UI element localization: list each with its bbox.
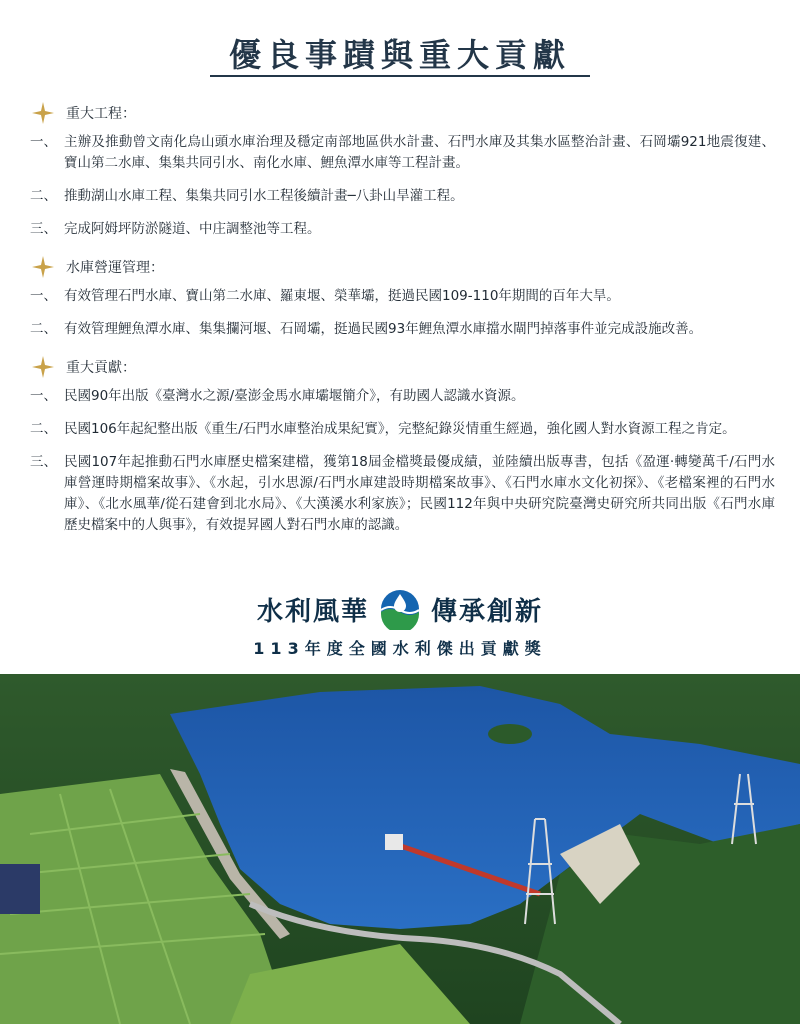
section-heading [30, 98, 775, 128]
brand-slogan [0, 588, 800, 630]
section-heading-label: 重大貢獻： [66, 360, 136, 376]
list-item [30, 319, 775, 340]
item-text: 民國106年起紀整出版《重生/石門水庫整治成果紀實》，完整紀錄災情重生經過，強化國人對水資源工程之肯定。 [64, 421, 736, 437]
section-heading [30, 352, 775, 382]
item-text: 推動湖山水庫工程、集集共同引水工程後續計畫─八卦山旱灌工程。 [64, 188, 464, 204]
list-item [30, 132, 775, 174]
list-item [30, 286, 775, 307]
reservoir-aerial-photo [0, 674, 800, 1024]
star-icon [32, 256, 54, 278]
slogan-left: 水利風華 [256, 596, 369, 627]
list-item [30, 452, 775, 536]
item-number: 一、 [30, 288, 57, 304]
item-number: 三、 [30, 221, 57, 237]
list-item [30, 419, 775, 440]
item-text: 有效管理石門水庫、寶山第二水庫、羅東堰、榮華壩，挺過民國109-110年期間的百年大旱。 [64, 288, 620, 304]
item-number: 三、 [30, 454, 57, 470]
list-item [30, 386, 775, 407]
item-number: 二、 [30, 321, 57, 337]
item-text: 主辦及推動曾文南化烏山頭水庫治理及穩定南部地區供水計畫、石門水庫及其集水區整治計畫、石岡壩921地震復建、寶山第二水庫、集集共同引水、南化水庫、鯉魚潭水庫等工程計畫。 [64, 134, 775, 171]
item-text: 有效管理鯉魚潭水庫、集集攔河堰、石岡壩，挺過民國93年鯉魚潭水庫擋水閘門掉落事件並完成設施改善。 [64, 321, 703, 337]
award-title: 113年度全國水利傑出貢獻獎 [253, 639, 547, 658]
water-drop-globe-icon [379, 588, 421, 630]
item-text: 完成阿姆坪防淤隧道、中庄調整池等工程。 [64, 221, 321, 237]
section-heading-label: 重大工程： [66, 106, 136, 122]
star-icon [32, 356, 54, 378]
item-number: 二、 [30, 188, 57, 204]
item-number: 二、 [30, 421, 57, 437]
star-icon [32, 102, 54, 124]
list-item [30, 186, 775, 207]
section-heading [30, 252, 775, 282]
item-number: 一、 [30, 134, 57, 150]
slogan-right: 傳承創新 [431, 596, 544, 627]
list-item [30, 219, 775, 240]
section-heading-label: 水庫營運管理： [66, 260, 164, 276]
item-text: 民國107年起推動石門水庫歷史檔案建檔，獲第18屆金檔獎最優成績，並陸續出版專書，包括《盈運‧轉變萬千/石門水庫營運時期檔案故事》、《水起，引水思源/石門水庫建設時期檔案故事》、《石門水庫水文化初探》、《老檔案裡的石門水庫》、《北水風華/從石建會到北水局》、《大漢溪水利家族》；民國112年與中央研究院臺灣史研究所共同出版《石門水庫歷史檔案中的人與事》，有效提昇國人對石門水庫的認識。 [64, 454, 775, 533]
item-text: 民國90年出版《臺灣水之源/臺澎金馬水庫壩堰簡介》，有助國人認識水資源。 [64, 388, 525, 404]
content-body [30, 92, 775, 548]
page-title: 優良事蹟與重大貢獻 [228, 36, 571, 74]
item-number: 一、 [30, 388, 57, 404]
title-underline [210, 75, 590, 77]
